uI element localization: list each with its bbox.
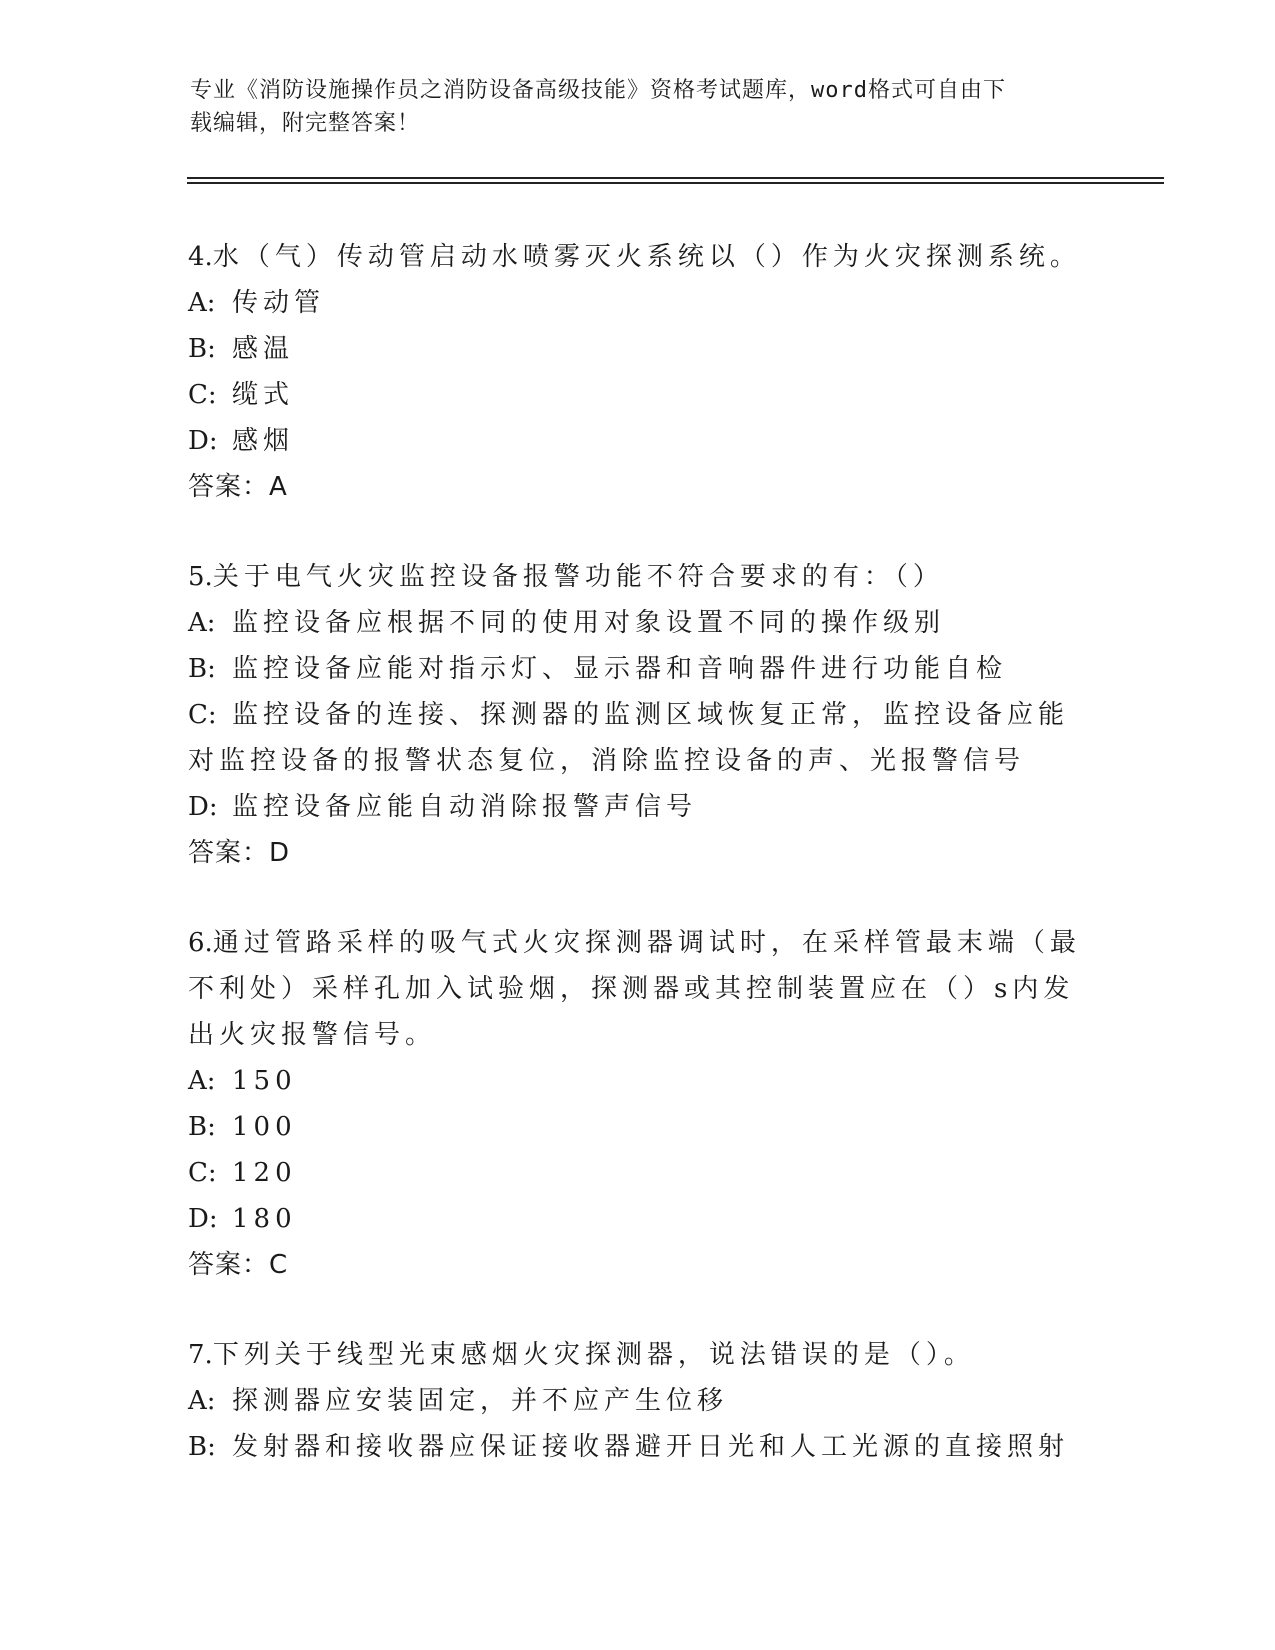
option-c (188, 692, 1088, 784)
option-key: C: (188, 1158, 217, 1188)
question-6 (188, 920, 1088, 1288)
option-text: 180 (232, 1204, 297, 1234)
option-key: A: (188, 288, 216, 318)
option-c (188, 1150, 1088, 1196)
question-5 (188, 554, 1088, 876)
option-text: 发射器和接收器应保证接收器避开日光和人工光源的直接照射 (232, 1432, 1070, 1462)
answer-line: 答案：A (188, 472, 288, 502)
question-text: 水（气）传动管启动水喷雾灭火系统以（）作为火灾探测系统。 (212, 242, 1081, 272)
option-text: 120 (232, 1158, 297, 1188)
header-divider-bottom (187, 182, 1164, 184)
option-key: B: (188, 654, 216, 684)
option-d (188, 418, 1088, 464)
option-key: B: (188, 1432, 216, 1462)
option-text: 传动管 (232, 288, 326, 318)
option-key: A: (188, 1066, 216, 1096)
option-key: D: (188, 1204, 218, 1234)
option-d (188, 784, 1088, 830)
option-key: A: (188, 1386, 216, 1416)
option-key: A: (188, 608, 216, 638)
option-key: B: (188, 1112, 216, 1142)
option-a (188, 600, 1088, 646)
question-list (188, 234, 1088, 1470)
question-text: 关于电气火灾监控设备报警功能不符合要求的有：（） (212, 562, 944, 592)
question-stem (188, 554, 1088, 600)
option-text: 100 (232, 1112, 297, 1142)
question-number: 7. (188, 1340, 213, 1370)
question-4 (188, 234, 1088, 510)
question-gap (188, 1288, 1088, 1332)
header-line-2: 载编辑，附完整答案！ (190, 111, 421, 136)
option-text: 缆式 (232, 380, 295, 410)
option-b (188, 1104, 1088, 1150)
question-gap (188, 510, 1088, 554)
question-number: 4. (188, 242, 213, 272)
option-key: D: (188, 792, 218, 822)
option-a (188, 280, 1088, 326)
question-stem (188, 234, 1088, 280)
option-a (188, 1058, 1088, 1104)
option-c (188, 372, 1088, 418)
option-a (188, 1378, 1088, 1424)
option-text: 感温 (232, 334, 295, 364)
option-text: 150 (232, 1066, 297, 1096)
option-text: 监控设备应能对指示灯、显示器和音响器件进行功能自检 (232, 654, 1008, 684)
option-key: B: (188, 334, 216, 364)
option-d (188, 1196, 1088, 1242)
option-text: 监控设备应能自动消除报警声信号 (232, 792, 698, 822)
question-stem (188, 920, 1088, 1058)
question-text: 通过管路采样的吸气式火灾探测器调试时，在采样管最末端（最不利处）采样孔加入试验烟，探测器或其控制装置应在（）s内发出火灾报警信号。 (188, 928, 1081, 1050)
option-text: 感烟 (232, 426, 295, 456)
option-b (188, 646, 1088, 692)
question-gap (188, 876, 1088, 920)
option-text: 监控设备应根据不同的使用对象设置不同的操作级别 (232, 608, 946, 638)
option-b (188, 1424, 1088, 1470)
question-number: 6. (188, 928, 213, 958)
header-divider-top (187, 177, 1164, 179)
document-header (190, 74, 1090, 140)
answer-line: 答案：C (188, 1250, 289, 1280)
answer-line: 答案：D (188, 838, 291, 868)
option-key: C: (188, 700, 217, 730)
question-7 (188, 1332, 1088, 1470)
option-key: C: (188, 380, 217, 410)
question-number: 5. (188, 562, 213, 592)
option-key: D: (188, 426, 218, 456)
option-b (188, 326, 1088, 372)
question-text: 下列关于线型光束感烟火灾探测器，说法错误的是（）。 (212, 1340, 975, 1370)
question-stem (188, 1332, 1088, 1378)
option-text: 监控设备的连接、探测器的监测区域恢复正常，监控设备应能对监控设备的报警状态复位，消除监控设备的声、光报警信号 (188, 700, 1070, 776)
header-line-1: 专业《消防设施操作员之消防设备高级技能》资格考试题库，word格式可自由下 (190, 78, 1006, 103)
option-text: 探测器应安装固定，并不应产生位移 (232, 1386, 729, 1416)
